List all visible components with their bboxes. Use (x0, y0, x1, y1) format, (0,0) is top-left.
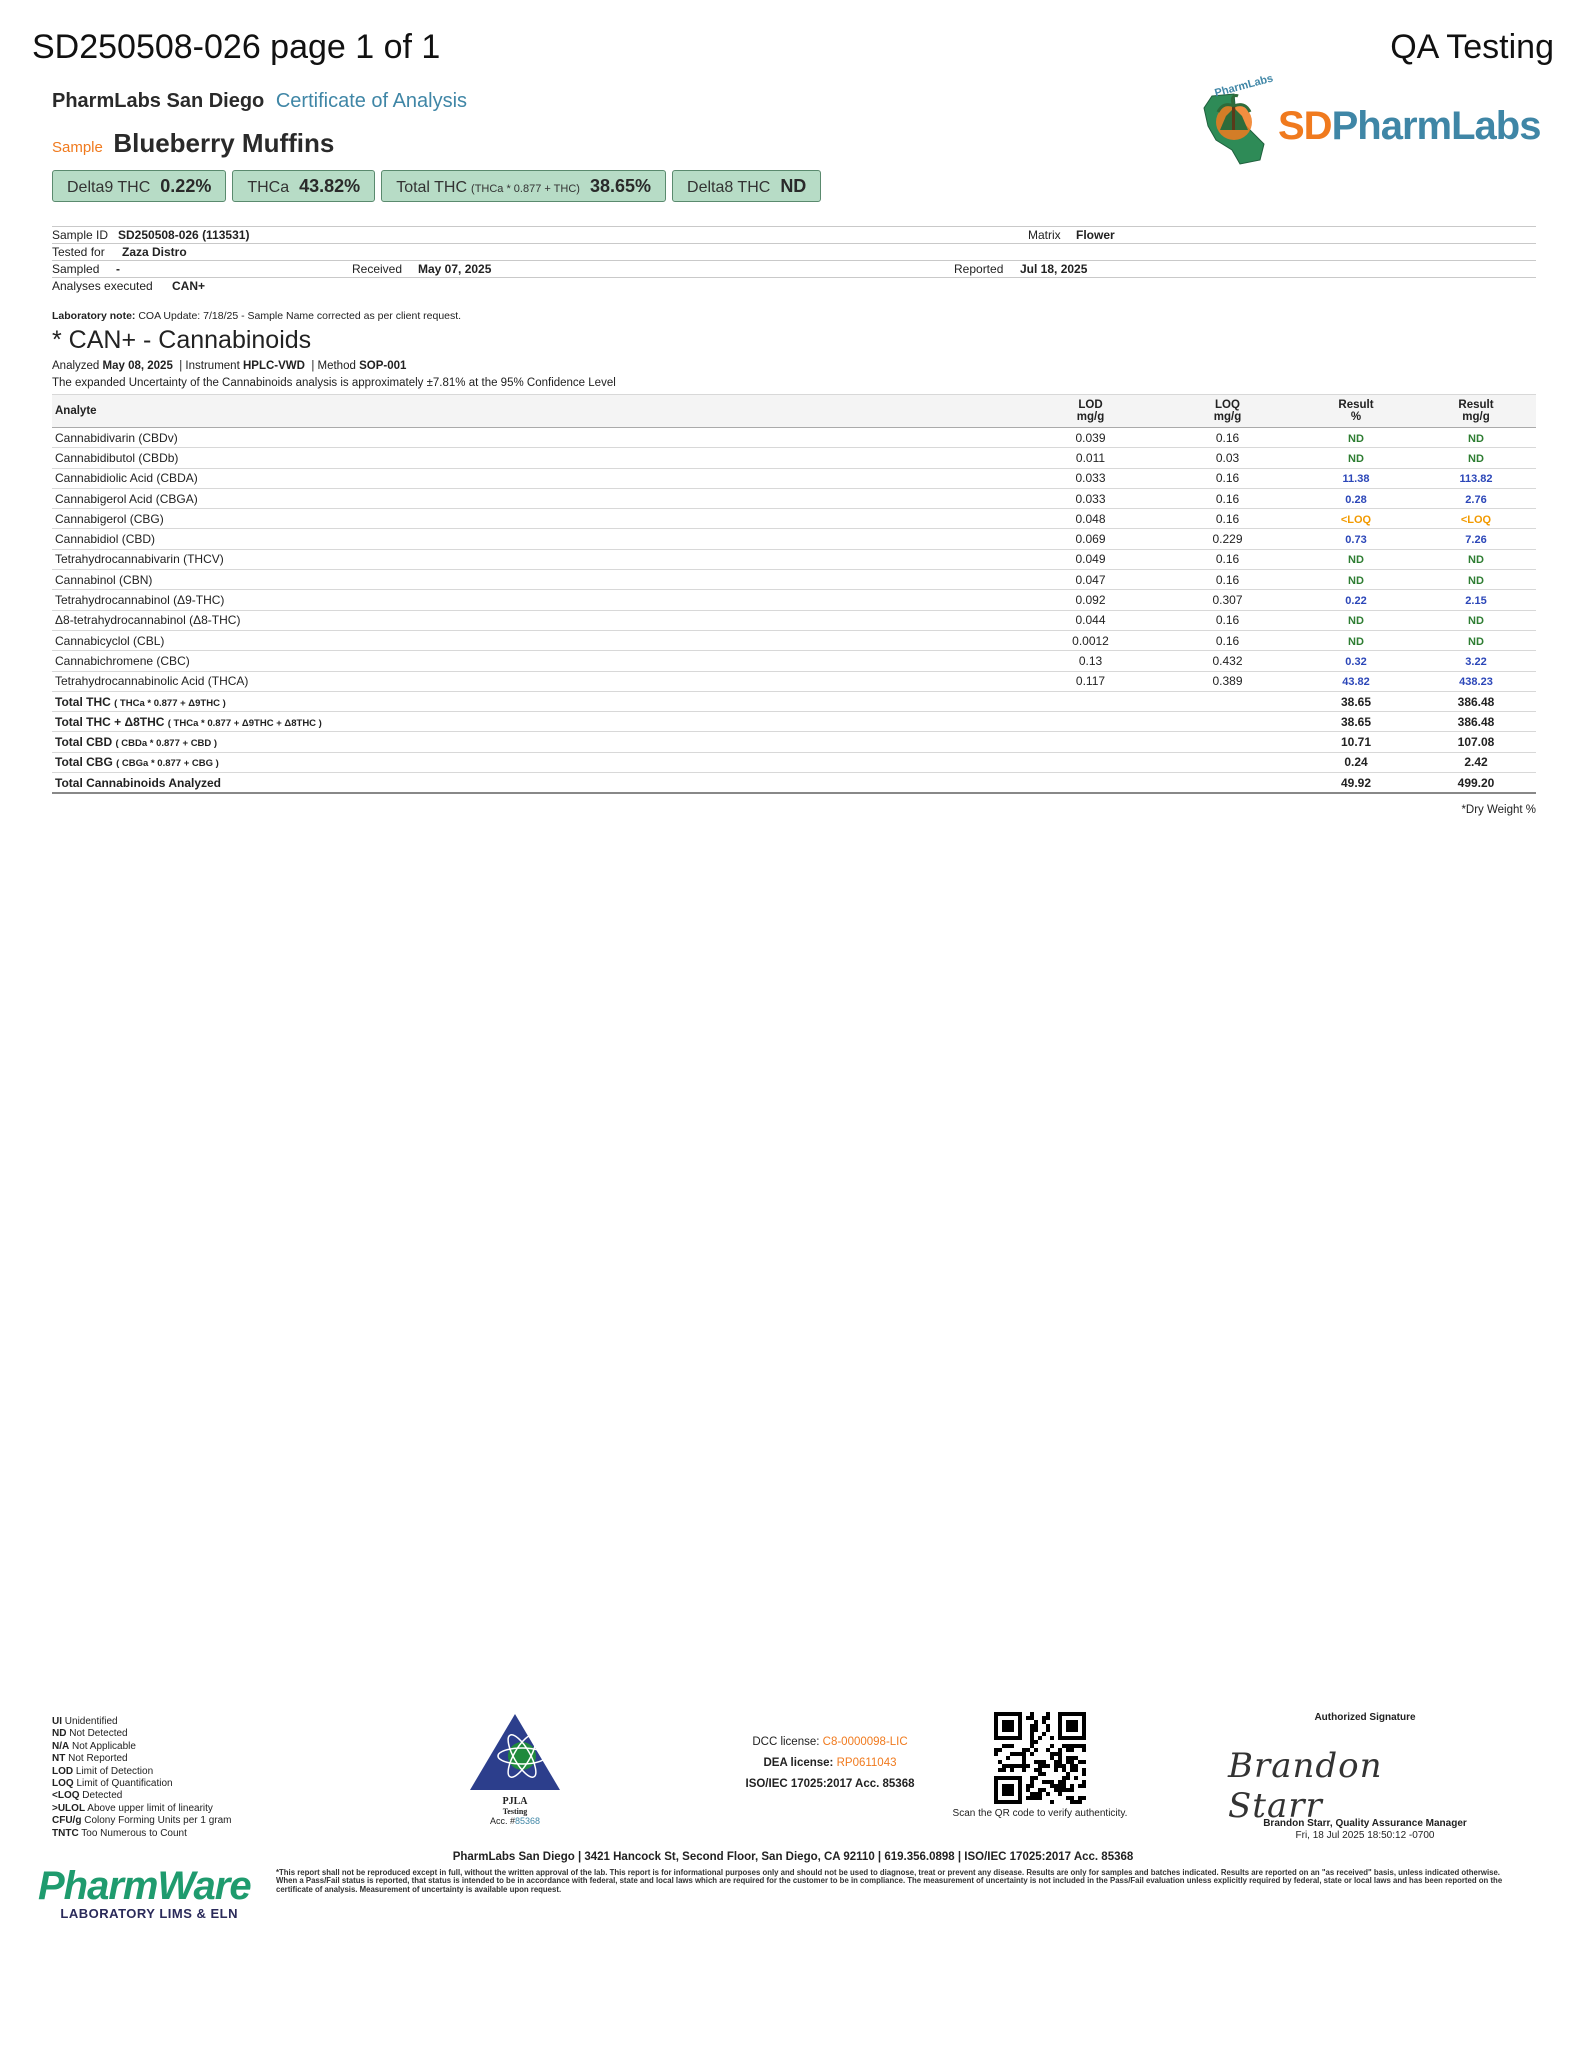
loq-value: 0.432 (1159, 651, 1296, 671)
iso-accreditation: ISO/IEC 17025:2017 Acc. 85368 (745, 1778, 915, 1790)
result-mg: ND (1468, 635, 1484, 648)
analyses-value: CAN+ (172, 279, 206, 293)
abbreviation-legend (52, 1716, 232, 1840)
reported-value: Jul 18, 2025 (1020, 262, 1088, 276)
pill-total-thc (381, 170, 666, 202)
analyte-name: Cannabigerol Acid (CBGA) (52, 488, 1022, 508)
table-header (52, 395, 1536, 428)
table-row (52, 529, 1536, 549)
loq-value: 0.16 (1159, 509, 1296, 529)
doc-type: Certificate of Analysis (275, 90, 468, 112)
method-value: SOP-001 (359, 360, 407, 372)
result-mg: 438.23 (1459, 676, 1493, 689)
loq-value: 0.16 (1159, 468, 1296, 488)
loq-value: 0.229 (1159, 529, 1296, 549)
col-analyte: Analyte (52, 395, 1022, 428)
analyte-name: Cannabicyclol (CBL) (52, 630, 1022, 650)
loq-value: 0.389 (1159, 671, 1296, 691)
legend-item: LOD Limit of Detection (52, 1765, 154, 1777)
sampled-value: - (116, 262, 120, 276)
total-mg: 2.42 (1416, 752, 1536, 772)
table-row (52, 509, 1536, 529)
result-mg: ND (1468, 452, 1484, 465)
result-pct: ND (1348, 635, 1364, 648)
lod-value: 0.033 (1022, 468, 1159, 488)
legend-item: N/A Not Applicable (52, 1740, 136, 1752)
table-row (52, 488, 1536, 508)
total-formula: ( CBGa * 0.877 + CBG ) (116, 758, 219, 770)
total-label: Total Cannabinoids Analyzed (55, 775, 222, 790)
total-pct: 38.65 (1296, 712, 1416, 732)
result-mg: <LOQ (1460, 513, 1492, 526)
summary-pills (52, 170, 821, 202)
lab-title (52, 90, 467, 113)
pjla-logo (460, 1712, 570, 1832)
total-row (52, 752, 1536, 772)
total-formula: ( THCa * 0.877 + Δ9THC ) (114, 697, 226, 709)
lod-value: 0.048 (1022, 509, 1159, 529)
tested-for-label: Tested for (52, 245, 105, 259)
lod-value: 0.049 (1022, 549, 1159, 569)
result-pct: ND (1348, 432, 1364, 445)
signer-name: Brandon Starr, Quality Assurance Manager (1263, 1818, 1467, 1829)
loq-value: 0.16 (1159, 549, 1296, 569)
info-row (52, 261, 1536, 278)
uncertainty-note: The expanded Uncertainty of the Cannabinoids analysis is approximately ±7.81% at the 95% Confidence Level (52, 377, 616, 389)
result-mg: 7.26 (1465, 534, 1487, 547)
logo-arc-text: PharmLabs (1213, 72, 1275, 100)
loq-value: 0.16 (1159, 428, 1296, 448)
pjla-triangle-icon (460, 1712, 570, 1794)
table-row (52, 630, 1536, 650)
total-pct: 49.92 (1296, 773, 1416, 794)
lod-value: 0.13 (1022, 651, 1159, 671)
lab-note-label: Laboratory note: (52, 310, 136, 322)
lab-note (52, 310, 461, 322)
col-loq: LOQ mg/g (1159, 395, 1296, 428)
loq-value: 0.16 (1159, 610, 1296, 630)
qa-testing-label: QA Testing (1390, 28, 1554, 66)
lod-value: 0.069 (1022, 529, 1159, 549)
qr-code-icon[interactable] (994, 1712, 1086, 1804)
footer-address: PharmLabs San Diego | 3421 Hancock St, Second Floor, San Diego, CA 92110 | 619.356.0898 | ISO/IEC 17025:2017 Acc. 85368 (452, 1851, 1134, 1863)
analyses-label: Analyses executed (52, 279, 153, 293)
total-pct: 10.71 (1296, 732, 1416, 752)
total-formula: ( CBDa * 0.877 + CBD ) (115, 738, 218, 750)
col-result-pct: Result % (1296, 395, 1416, 428)
lod-value: 0.117 (1022, 671, 1159, 691)
analyte-name: Cannabinol (CBN) (52, 570, 1022, 590)
result-pct: ND (1348, 554, 1364, 567)
analyte-name: Cannabigerol (CBG) (52, 509, 1022, 529)
qr-caption: Scan the QR code to verify authenticity. (952, 1808, 1128, 1819)
analyzed-label: Analyzed (52, 360, 100, 372)
dcc-license: DCC license: C8-0000098-LIC (752, 1736, 908, 1748)
table-row (52, 549, 1536, 569)
total-row (52, 773, 1536, 794)
california-map-icon (1194, 86, 1278, 172)
legend-item: LOQ Limit of Quantification (52, 1778, 173, 1790)
sample-label: Sample (52, 139, 103, 156)
sample-name: Blueberry Muffins (113, 128, 335, 158)
analyte-name: Cannabidiolic Acid (CBDA) (52, 468, 1022, 488)
legend-item: NT Not Reported (52, 1753, 128, 1765)
signed-date: Fri, 18 Jul 2025 18:50:12 -0700 (1295, 1830, 1435, 1841)
table-row (52, 468, 1536, 488)
total-label: Total THC (55, 694, 111, 709)
analyzed-date: May 08, 2025 (102, 360, 173, 372)
result-mg: ND (1468, 554, 1484, 567)
pill-value: ND (780, 176, 807, 196)
reported-label: Reported (954, 262, 1004, 276)
legend-item: >ULOL Above upper limit of linearity (52, 1802, 213, 1814)
pill-value: 43.82% (299, 176, 361, 196)
analyte-name: Tetrahydrocannabinolic Acid (THCA) (52, 671, 1022, 691)
loq-value: 0.16 (1159, 488, 1296, 508)
lab-name: PharmLabs San Diego (52, 90, 265, 112)
dry-weight-note: *Dry Weight % (1461, 804, 1536, 816)
legend-item: TNTC Too Numerous to Count (52, 1827, 187, 1839)
instrument-label: | Instrument (179, 360, 240, 372)
footer-disclaimer: *This report shall not be reproduced except in full, without the written approval of the lab. This report is for informational purposes only and should not be used to diagnose, treat or prevent any disease. Results are only for samples and batches indicated. Results are reported on an "as received" basis, unless indicated otherwise. When a Pass/Fail status is reported, that status is intended to be in accordance with federal, state and local laws which are required for the customer to be in compliance. The measurement of uncertainty is not included in the Pass/Fail evaluation unless explicitly required by federal, state or local laws and has been reported on the certificate of analysis. Measurement of uncertainty is available upon request. (276, 1868, 1503, 1894)
method-label: | Method (311, 360, 356, 372)
total-pct: 38.65 (1296, 691, 1416, 711)
info-row (52, 244, 1536, 261)
legend-item: UI Unidentified (52, 1716, 118, 1727)
dea-license: DEA license: RP0611043 (763, 1757, 897, 1769)
result-pct: 0.28 (1345, 493, 1367, 506)
total-mg: 386.48 (1416, 712, 1536, 732)
analyte-name: Cannabidibutol (CBDb) (52, 448, 1022, 468)
pill-label: Total THC (396, 179, 468, 196)
pill-label: THCa (247, 179, 290, 196)
table-row (52, 428, 1536, 448)
lod-value: 0.092 (1022, 590, 1159, 610)
signature-script: Brandon Starr (1228, 1746, 1383, 1826)
legend-item: CFU/g Colony Forming Units per 1 gram (52, 1815, 232, 1827)
analyte-name: Cannabidivarin (CBDv) (52, 428, 1022, 448)
pill-formula: (THCa * 0.877 + THC) (471, 183, 580, 195)
info-row (52, 226, 1536, 244)
col-lod: LOD mg/g (1022, 395, 1159, 428)
lod-value: 0.044 (1022, 610, 1159, 630)
pill-label: Delta8 THC (687, 179, 771, 196)
pharmware-subtitle: LABORATORY LIMS & ELN (60, 1906, 238, 1921)
analysis-details (52, 360, 406, 372)
signer-block (1220, 1818, 1510, 1842)
received-value: May 07, 2025 (418, 262, 492, 276)
legend-item: <LOQ Detected (52, 1790, 123, 1802)
analyte-name: Cannabidiol (CBD) (52, 529, 1022, 549)
loq-value: 0.16 (1159, 630, 1296, 650)
result-mg: ND (1468, 574, 1484, 587)
result-pct: <LOQ (1340, 513, 1372, 526)
total-mg: 386.48 (1416, 691, 1536, 711)
total-mg: 499.20 (1416, 773, 1536, 794)
section-title: * CAN+ - Cannabinoids (52, 326, 312, 354)
analyte-name: Tetrahydrocannabinol (Δ9-THC) (52, 590, 1022, 610)
total-row (52, 732, 1536, 752)
result-pct: 43.82 (1342, 676, 1370, 689)
sample-id-label: Sample ID (52, 228, 109, 242)
analyte-name: Cannabichromene (CBC) (52, 651, 1022, 671)
loq-value: 0.307 (1159, 590, 1296, 610)
report-id: SD250508-026 page 1 of 1 (32, 28, 441, 66)
result-pct: ND (1348, 574, 1364, 587)
total-row (52, 712, 1536, 732)
pjla-sub: Testing (502, 1807, 528, 1816)
result-mg: 3.22 (1465, 655, 1487, 668)
pharmware-logo (38, 1864, 251, 1930)
signature-heading: Authorized Signature (1314, 1712, 1416, 1723)
total-formula: ( THCa * 0.877 + Δ9THC + Δ8THC ) (167, 717, 322, 729)
loq-value: 0.03 (1159, 448, 1296, 468)
logo-wordmark: SDPharmLabs (1278, 104, 1541, 148)
result-pct: 0.32 (1345, 655, 1367, 668)
result-pct: ND (1348, 615, 1364, 628)
result-pct: 11.38 (1342, 473, 1370, 486)
received-label: Received (352, 262, 403, 276)
pill-delta9-thc (52, 170, 226, 202)
matrix-value: Flower (1076, 228, 1115, 242)
pill-thca (232, 170, 375, 202)
analyte-name: Δ8-tetrahydrocannabinol (Δ8-THC) (52, 610, 1022, 630)
table-row (52, 590, 1536, 610)
result-mg: 2.15 (1465, 595, 1487, 608)
result-pct: 0.22 (1345, 595, 1367, 608)
cannabinoids-table (52, 394, 1536, 794)
lod-value: 0.033 (1022, 488, 1159, 508)
table-row (52, 448, 1536, 468)
table-row (52, 651, 1536, 671)
pill-value: 0.22% (160, 176, 212, 196)
analyte-name: Tetrahydrocannabivarin (THCV) (52, 549, 1022, 569)
total-pct: 0.24 (1296, 752, 1416, 772)
table-row (52, 671, 1536, 691)
result-mg: ND (1468, 432, 1484, 445)
sample-title (52, 128, 334, 159)
matrix-label: Matrix (1028, 228, 1061, 242)
pjla-acc: Acc. #85368 (489, 1816, 541, 1826)
lod-value: 0.047 (1022, 570, 1159, 590)
lod-value: 0.039 (1022, 428, 1159, 448)
pharmware-wordmark: PharmWare (38, 1864, 251, 1908)
sample-info (52, 226, 1536, 294)
sample-id-value: SD250508-026 (113531) (118, 228, 250, 242)
pill-value: 38.65% (589, 176, 652, 196)
instrument-value: HPLC-VWD (242, 360, 305, 372)
pill-label: Delta9 THC (67, 179, 151, 196)
sdpharmlabs-logo (1194, 72, 1541, 172)
lod-value: 0.0012 (1022, 630, 1159, 650)
result-pct: ND (1348, 452, 1364, 465)
lab-note-text: COA Update: 7/18/25 - Sample Name corrected as per client request. (138, 310, 462, 322)
sampled-label: Sampled (52, 262, 100, 276)
total-label: Total THC + Δ8THC (55, 714, 165, 729)
lod-value: 0.011 (1022, 448, 1159, 468)
total-mg: 107.08 (1416, 732, 1536, 752)
result-mg: ND (1468, 615, 1484, 628)
total-label: Total CBG (55, 755, 113, 770)
result-mg: 113.82 (1459, 473, 1493, 486)
info-row (52, 278, 1536, 294)
result-pct: 0.73 (1345, 534, 1367, 547)
pill-delta8-thc (672, 170, 821, 202)
legend-item: ND Not Detected (52, 1728, 128, 1740)
tested-for-value: Zaza Distro (122, 245, 187, 259)
licenses (630, 1732, 1030, 1795)
total-label: Total CBD (55, 735, 113, 750)
result-mg: 2.76 (1465, 493, 1487, 506)
table-row (52, 570, 1536, 590)
total-row (52, 691, 1536, 711)
table-row (52, 610, 1536, 630)
loq-value: 0.16 (1159, 570, 1296, 590)
pjla-name: PJLA (502, 1796, 528, 1807)
col-result-mg: Result mg/g (1416, 395, 1536, 428)
